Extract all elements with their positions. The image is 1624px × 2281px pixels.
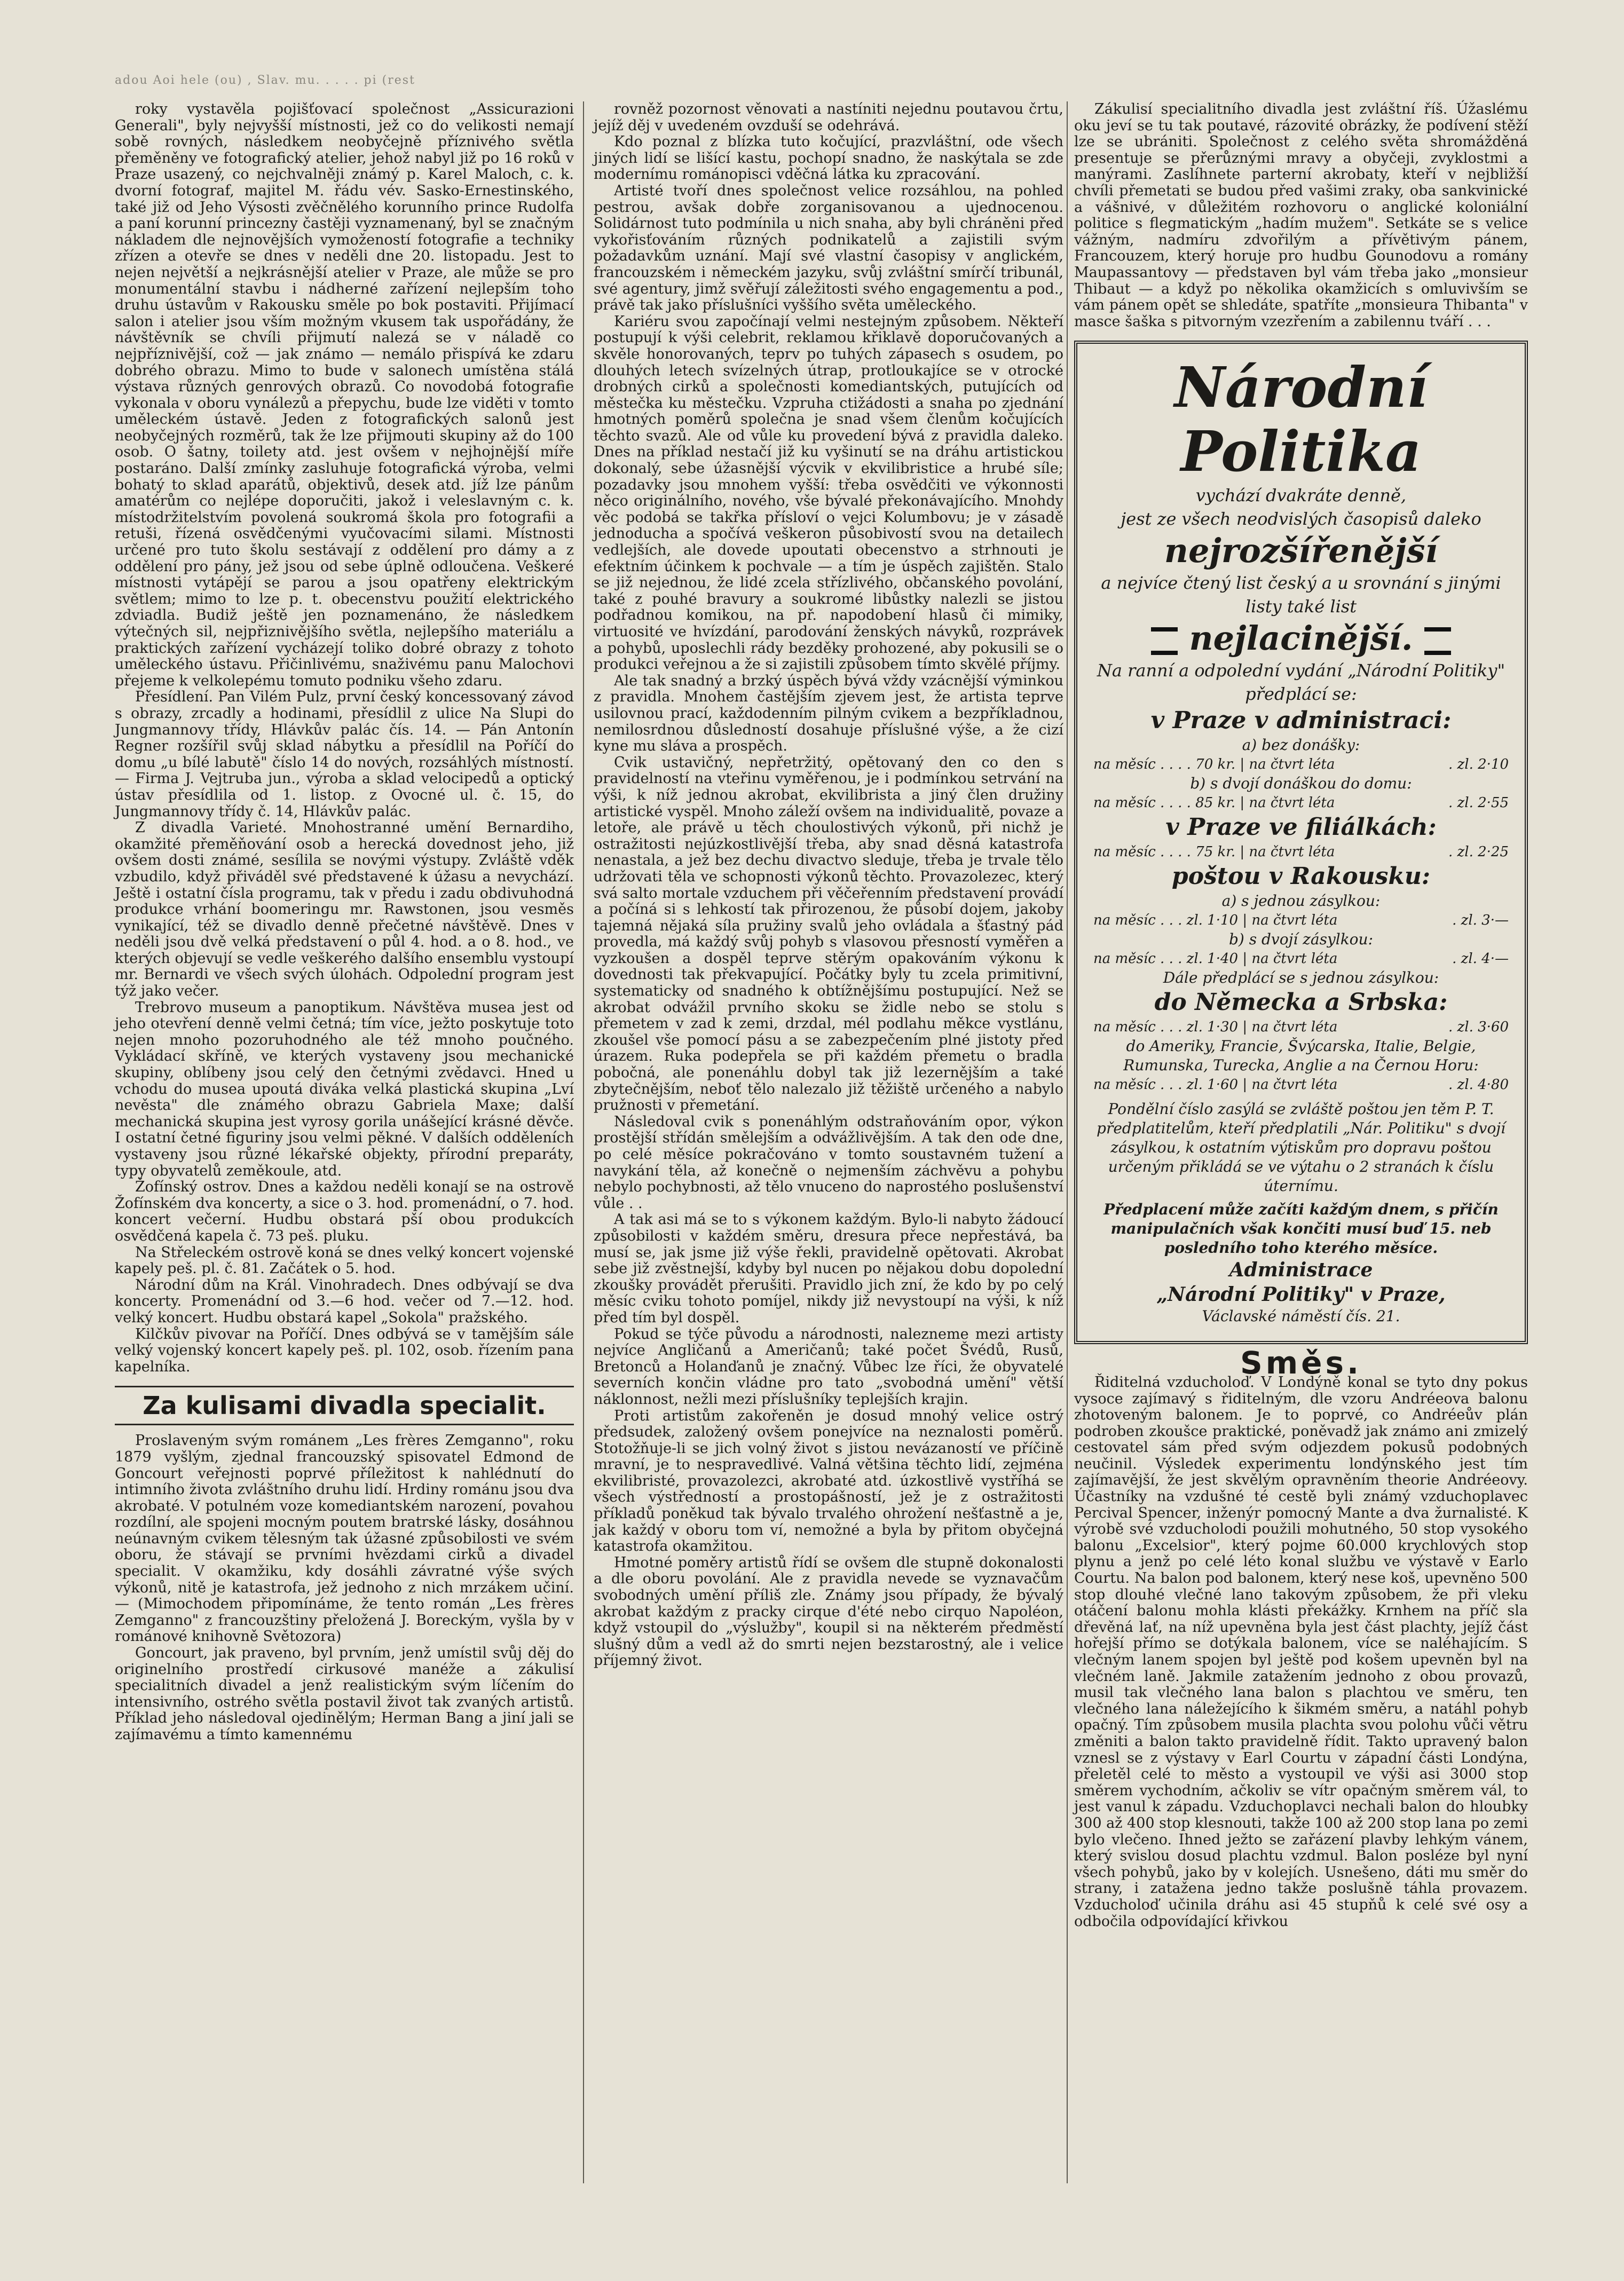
- article-paragraph: Artisté tvoří dnes společnost velice rozsáhlou, na pohled pestrou, avšak dobře zorganisovanou a ujednocenou. Solidárnost tuto podmínila u nich snaha, aby byli chráněni před vykořisťováním různých podnikatelů a zajistili svým požadavkům uznání. Mají své vlastní časopisy v anglickém, francouzském i německém jazyku, svůj zvláštní smírčí tribunál, své agentury, jimž svěřují záležitosti svého engagementu a pod., právě tak jako příslušníci vyššího světa uměleckého.: [594, 182, 1063, 314]
- ad-masthead: Národní Politika: [1174, 354, 1428, 485]
- article-paragraph: Trebrovo museum a panoptikum. Návštěva musea jest od jeho otevření denně velmi četná; tím více, ježto poskytuje toto nejen mnoho pozoruhodného ale též mnoho poučného. Vykládací skříně, ve kterých vystaveny jsou mechanické skupiny, oblíbeny jsou celý den četnými zvědavci. Hned u vchodu do musea upoutá diváka velká plastická skupina „Lví nevěsta" dle známého obrazu Gabriela Maxe; další mechanická skupina jest vyrosy gorila unášející krásné děvče. I ostatní četné figuriny jsou velmi pěkné. V dalších odděleních vystaveny jsou různé lékařské objekty, přírodní preparáty, typy obyvatelů zeměkoule, atd.: [115, 999, 574, 1179]
- ad-line: Na ranní a odpolední vydání „Národní Politiky" předplácí se:: [1097, 660, 1505, 705]
- ad-line: jest ze všech neodvislých časopisů daleko: [1121, 509, 1481, 530]
- price-right: . zl. 2·55: [1448, 795, 1509, 811]
- price-left: na měsíc . . . . 85 kr. | na čtvrt léta: [1093, 795, 1335, 811]
- article-paragraph: Kilčkův pivovar na Poříčí. Dnes odbývá se v tamějším sále velký vojenský koncert kapely peš. pl. 102, osob. řízením pana kapelníka.: [115, 1325, 574, 1375]
- price-right: . zl. 2·25: [1448, 844, 1509, 861]
- ad-line: vychází dvakráte denně,: [1195, 485, 1407, 506]
- ad-headline-text: nejlacinější.: [1189, 619, 1413, 658]
- ad-line: Pondělní číslo zasýlá se zvláště poštou jen těm P. T. předplatitelům, kteří předplatili „Nár. Politiku" s dvojí zásylkou, k ostatním výtiskům pro dopravu poštou určeným přikládá se ve výtahu o 2 stranách k číslu úternímu.: [1097, 1100, 1505, 1195]
- article-paragraph: Cvik ustavičný, nepřetržitý, opětovaný den co den s pravidelností na vteřinu vyměřenou, je i podmínkou setrvání na výši, k níž jednou akrobat, ekvilibrista a jiný člen družiny artistické vyspěl. Mnoho záleží ovšem na individualitě, povaze a letoře, ale právě u těch choulostivých výkonů, při nichž je ostražitosti nejúzkostlivější třeba, aby snad děsná katastrofa nenastala, a jež bez dechu divactvo sleduje, třeba je trvale tělo udržovati těla ve schopnosti výkonů těchto. Provazolezec, který svá salto mortale vzduchem při věčeřenním představení provádí a počíná si s lehkostí tak přirozenou, že působí dojem, jakoby tajemná nějaká síla pružiny svalů jeho ovládala a šťastný pád provedla, má každý svůj pohyb s vlasovou přesností vyměřen a vyzkoušen a dospěl teprve stěrým opakováním výkonu k dovednosti tak překvapující. Počátky byly tu zcela primitivní, systematicky od snadného k obtížnějšímu postupující. Než se akrobat odvážil prvního skoku se židle nebo se stolu s přemetem v zad k zemi, drzdal, mél podlahu měkce vystlánu, zkoušel vše pomocí pásu a se zabezpečením plné jistoty před úrazem. Ruka podepřela se při každém přemetu o bradla pobočná, ale ponenáhlu dobyl tak již lezernějším a také zbytečnějším, neboť tělo nalezalo již těžiště určeného a nabylo pružnosti v přemetání.: [594, 754, 1063, 1114]
- column-divider: [583, 101, 584, 2183]
- price-left: na měsíc . . . . 75 kr. | na čtvrt léta: [1093, 844, 1335, 861]
- price-row: [1093, 755, 1509, 774]
- ad-line: a nejvíce čtený list český a u srovnání s jinými listy také list: [1101, 573, 1501, 617]
- article-paragraph: Goncourt, jak praveno, byl prvním, jenž umístil svůj děj do originelního prostředí cirkusové manéže a zákulisí specialitních divadel a jenž realistickým svým líčením do intensivního, ostrého světla postavil život tak zvaných artistů. Příklad jeho následoval ojedinělým; Herman Bang a jiní jali se zajímavému a tímto kamennému: [115, 1645, 574, 1743]
- page-header-text: adou Aoi hele (ou) , Slav. mu. . . . . pi (rest: [115, 74, 415, 87]
- article-paragraph: Národní dům na Král. Vinohradech. Dnes odbývají se dva koncerty. Promenádní od 3.—6 hod. večer od 7.—12. hod. velký koncert. Hudbu obstará kapel „Sokola" pražského.: [115, 1276, 574, 1326]
- price-row: [1093, 1017, 1509, 1037]
- article-paragraph: rovněž pozornost věnovati a nastíniti nejednu poutavou črtu, jejíž děj v uvedeném ovzduší se odehrává.: [594, 101, 1063, 134]
- ornament-icon: [1424, 627, 1451, 655]
- price-left: na měsíc . . . zl. 1·30 | na čtvrt léta: [1093, 1019, 1338, 1036]
- ornament-icon: [1151, 627, 1178, 655]
- price-left: na měsíc . . . zl. 1·40 | na čtvrt léta: [1093, 951, 1338, 967]
- price-right: . zl. 3·—: [1452, 912, 1509, 929]
- ad-section-heading: do Německa a Srbska:: [1154, 989, 1448, 1016]
- column-middle: [594, 101, 1063, 1669]
- ad-subheading: a) s jednou zásylkou:: [1221, 892, 1381, 910]
- ad-subheading: b) s dvojí zásylkou:: [1228, 930, 1374, 949]
- ad-line: do Ameriky, Francie, Švýcarska, Italie, Belgie, Rumunska, Turecka, Anglie a na Černou Horu:: [1123, 1037, 1479, 1075]
- column-left: [115, 101, 574, 1743]
- price-row: [1093, 793, 1509, 812]
- ad-address: Václavské náměstí čís. 21.: [1202, 1307, 1400, 1325]
- price-right: . zl. 4·80: [1448, 1077, 1509, 1093]
- price-row: [1093, 911, 1509, 930]
- price-row: [1093, 842, 1509, 862]
- column-divider: [1067, 101, 1068, 2183]
- ad-line: Předplacení může začíti každým dnem, s přičín manipulačních však končiti musí buď 15. neb posledního toho kterého měsíce.: [1103, 1201, 1499, 1257]
- article-paragraph: Zákulisí specialitního divadla jest zvláštní říš. Úžaslému oku jeví se tu tak poutavé, rázovité obrázky, že podívení stěží lze se ubrániti. Společnost z celého světa shromážděná presentuje se přerůznými mravy a obyčeji, zvyklostmi a manýrami. Zaslíhnete parterní akrobaty, kteří v nejbližší chvíli přemetati se budou před vašimi zraky, oba sankvinické a vášnivé, v důležitém rozhovoru o anglické koloniální politice s flegmatickým „hadím mužem". Setkáte se s velice vážným, nadmíru zdvořilým a přívětivým pánem, Francouzem, který horuje pro hudbu Gounodovu a romány Maupassantovy — představen byl vám třeba jako „monsieur Thibaut — a když po několika okamžicích s omluvivším se vám pánem opět se shledáte, spatříte „monsieura Thibanta" v masce šaška s pitvorným vzezřením a zabilennu tváří . . .: [1074, 101, 1528, 330]
- ad-section-heading: poštou v Rakousku:: [1171, 863, 1431, 890]
- ad-subheading: b) s dvojí donáškou do domu:: [1190, 775, 1412, 793]
- price-left: na měsíc . . . zl. 1·60 | na čtvrt léta: [1093, 1077, 1338, 1093]
- article-paragraph: Ale tak snadný a brzký úspěch bývá vždy vzácnější výminkou z pravidla. Mnohem častějším zjevem jest, že artista teprve usilovnou prací, každodenním pilným cvikem a bezpříkladnou, nemilosrdnou důsledností dosahuje příslušné výše, a že cizí kyne mu sláva a prospěch.: [594, 672, 1063, 755]
- article-paragraph: Přesídlení. Pan Vilém Pulz, první český koncessovaný závod s obrazy, zrcadly a hodinami, přesídlil z ulice Na Slupi do Jungmannovy třídy, Hlávkův palác čís. 14. — Pán Antonín Regner rozšířil svůj sklad nábytku a přesídlil na Poříčí do domu „u bílé labutě" číslo 14 do nových, rozsáhlých místností. — Firma J. Vejtruba jun., výroba a sklad velocipedů a optický ústav přesídlila od 1. listop. z Ovocné ul. č. 15, do Jungmannovy třídy č. 14, Hlávkův palác.: [115, 689, 574, 820]
- price-row: [1093, 1075, 1509, 1094]
- price-left: na měsíc . . . zl. 1·10 | na čtvrt léta: [1093, 912, 1338, 929]
- article-paragraph: Kdo poznal z blízka tuto kočující, prazvláštní, ode všech jiných lidí se lišící kastu, pochopí snadno, že naskýtala se zde modernímu románopisci vděčná látka ku zpracování.: [594, 133, 1063, 183]
- price-left: na měsíc . . . . 70 kr. | na čtvrt léta: [1093, 756, 1335, 773]
- subscription-advertisement: [1074, 341, 1528, 1344]
- article-paragraph: Hmotné poměry artistů řídí se ovšem dle stupně dokonalosti a dle oboru povolání. Ale z pravidla nevede se vyznavačům svobodných umění příliš zle. Známy jsou případy, že bývalý akrobat každým z pracky cirque d'été nebo cirquo Napoléon, když vstoupil do „výslužby", koupil si na některém předměstí slušný dům a vedl až do smrti nejen bezstarostný, ale i velice příjemný život.: [594, 1554, 1063, 1669]
- ad-headline: [1093, 618, 1509, 659]
- article-paragraph: Kariéru svou započínají velmi nestejným způsobem. Někteří postupují k výši celebrit, reklamou křiklavě doporučovaných a skvěle honorovaných, teprv po tuhých zápasech s osudem, po dlouhých letech svízelných útrap, protloukajíce se v otrocké drobných cirků a společnosti komediantských, putujících od městečka ku městečku. Vzpruha ctižádosti a snaha po zjednání hmotných poměrů společna je snad všem členům kočujících těchto svazů. Ale od vůle ku provedení bývá z pravidla daleko. Dnes na příklad nestačí již ku vyšinutí se na dráhu artistickou dokonalý, sebe úžasnější výcvik v ekvilibristice a hrubé síle; pozadavky jsou mnohem vyšší: třeba osvědčiti ve výkonnosti něco originálního, nového, vše bývalé překonávajícího. Mnohdy věc podobá se takřka přísloví o vejci Kolumbovu; je v zásadě jednoducha a spočívá veškeron působivostí svou na detailech vedlejších, ale dovede upoutati obecenstvo a strhnouti je efektním účinkem k pochvale — a tím je úspěch zajištěn. Stalo se již nejednou, že lidé zcela střízlivého, občanského povolání, také z pouhé bravury a soukromé libůstky nalezli se jistou podřadnou komikou, na př. napodobení hlasů či mimiky, virtuosité ve hvízdání, parodování ženských návyků, rozprávek a pohybů, uposlechli rády bezděky prohozené, aby pokusili se o produkci veřejnou a že si zajistili způsobem tímto skvělé příjmy.: [594, 313, 1063, 673]
- article-paragraph: Proslaveným svým románem „Les frères Zemganno", roku 1879 vyšlým, zjednal francouzský spisovatel Edmond de Goncourt veřejnosti poprvé příležitost k nahlédnutí do intimního života zvláštního druhu lidí. Hrdiny románu jsou dva akrobaté. V potulném voze komediantském narození, povahou rozdílní, ale spojeni mocným poutem bratrské lásky, dosáhnou neúnavným cvikem tělesným tak úžasné způsobilosti ve svém oboru, že stávají se prvními hvězdami cirků a divadel specialit. V okamžiku, kdy dosáhli závratné výše svých výkonů, nitě je katastrofa, jež jednoho z nich mrzákem učiní. — (Mimochodem připomínáme, že tento román „Les frères Zemganno" z francouzštiny přeložená J. Boreckým, vyšla by v románové knihovně Světozora): [115, 1432, 574, 1645]
- price-row: [1093, 949, 1509, 968]
- article-paragraph: Proti artistům zakořeněn je dosud mnohý velice ostrý předsudek, založený ovšem ponejvíce na neznalosti poměrů. Stotožňuje-li se jich volný život s jistou nevázaností ve příčině mravní, je to nespravedlivé. Valná většina těchto lidí, zejména ekvilibristé, provazolezci, akrobaté atd. úzkostlivě vystříhá se všech výstředností a prostopášností, jež je z ostražitosti příkladů poněkud tak bývalo trvalého ohrožení nešťastně a je, jak každý v oboru tom ví, nemožné a byla by přitom obyčejná katastrofa okamžitou.: [594, 1407, 1063, 1555]
- ad-headline: nejrozšířenější: [1164, 531, 1438, 571]
- article-paragraph: A tak asi má se to s výkonem každým. Bylo-li nabyto žádoucí způsobilosti v každém směru, dresura přece nepřestává, ba musí se, jak jsme již výše řekli, pravidelně opětovati. Akrobat sebe již zvěstnejší, kdyby byl nucen po nějakou dobu dopolední zkoušky provádět přerušiti. Pravidlo jich zní, že kdo by po celý měsíc cviku tohoto pomíjel, nikdy již nevystoupí na výši, k níž před tím byl dospěl.: [594, 1211, 1063, 1326]
- price-right: . zl. 2·10: [1448, 756, 1509, 773]
- ad-section-heading: v Praze v administraci:: [1150, 707, 1452, 735]
- article-paragraph: Pokud se týče původu a národnosti, nalezneme mezi artisty nejvíce Angličanů a Američanů; také počet Švédů, Rusů, Bretonců a Holanďanů je značný. Vůbec lze říci, že obyvatelé severních končin vládne pro tato „svobodná umění" větší náklonnost, nežli mezi příslušníky teplejších krajin.: [594, 1325, 1063, 1408]
- price-right: . zl. 3·60: [1448, 1019, 1509, 1036]
- article-paragraph: Žofínský ostrov. Dnes a každou neděli konají se na ostrově Žofínském dva koncerty, a sice o 3. hod. promenádní, o 7. hod. koncert večerní. Hudbu obstará pší obou produkcích osvědčená kapela č. 73 peš. pluku.: [115, 1179, 574, 1244]
- price-right: . zl. 4·—: [1452, 951, 1509, 967]
- ad-signature: Administrace: [1229, 1259, 1373, 1282]
- article-paragraph: Řiditelná vzducholoď. V Londýně konal se tyto dny pokus vysoce zajímavý s řiditelným, dle vzoru Andréeova balonu zhotoveným balonem. Je to poprvé, co Andréeův plán podroben zkoušce praktické, poněvadž jak známo ani zmizelý cestovatel sám před svým odjezdem pokusů podobných neučinil. Výsledek experimentu londýnského jest tím zajímavější, že jest skvělým opravněním theorie Andréeovy. Účastníky na vzdušné té cestě byli známý vzduchoplavec Percival Spencer, inženýr pomocný Mante a dva žurnalisté. K výrobě své vzducholodi použili mohutného, 50 stop vysokého balonu „Excelsior", který pojme 60.000 krychlových stop plynu a jenž po celé léto konal službu ve výstavě v Earlo Courtu. Na balon pod balonem, který nese koš, upevněno 500 stop dlouhé vlečné lano takovým způsobem, že při vleku otáčení balonu mohla klásti překážky. Krnhem na příč sla dřevěná lať, na níž upevněna byla jest část plachty, jejíž část hořejší přímo se dotýkala balonem, více se naléhajícím. S vlečným lanem spojen byl ještě pod košem upevněn byl na vlečném laně. Jakmile zatažením jednoho z obou provazů, musil tak vlečného lana balon s plachtou ve směru, ten vlečného lana náležejícího k šikmém směru, a natáhl pohyb opačný. Tím způsobem musila plachta svou polohu vůči větru změniti a balon takto pravidelně řídit. Takto upravený balon vznesl se z výstavy v Earl Courtu v západní části Londýna, přeletěl celé to město a vystoupil ve výši asi 3000 stop směrem vychodním, ačkoliv se vítr opačným směrem vál, to jest vanul k západu. Vzduchoplavci nechali balon do hloubky 300 až 400 stop klesnouti, takže 100 až 200 stop lana po zemi bylo vlečeno. Ihned ježto se zařázení plavby lehkým vánem, který svislou dosud plachtu vzdmul. Balon posléze byl nyní všech pohybů, jako by v kolejích. Usnešeno, dáti mu směr do strany, i zatažena jedno takže poslušně táhla provazem. Vzducholoď učinila dráhu asi 45 stupňů k celé své osy a odbočila odpovídající křivkou: [1074, 1374, 1528, 1930]
- article-heading: Za kulisami divadla specialit.: [115, 1386, 574, 1425]
- article-paragraph: roky vystavěla pojišťovací společnost „Assicurazioni Generali", byly nejvyšší místnosti, jež co do velikosti nemají sobě rovných, následkem neobyčejně příznivého světla přeměněny ve fotografický atelier, jehož nabyl již po 16 roků v Praze usazený, co nejchvalněji známý p. Karel Maloch, c. k. dvorní fotograf, majitel M. řádu vév. Sasko-Ernestinského, také již od Jeho Výsosti zvěčnělého korunního prince Rudolfa a paní korunní princezny častěji vyznamenaný, byl se značným nákladem dle nejnovějších vymožeností fotografie a techniky zřízen a otevře se dnes v neděli dne 20. listopadu. Jest to nejen největší a nejkrásnější atelier v Praze, ale může se pro monumentální stavbu i nádherné zařízení nejlepším toho druhu ústavům v Rakousku směle po bok postaviti. Přijímací salon i atelier jsou vším možným vkusem tak uspořádány, že návštěvník se chvíli přijmutí nalezá se v náladě co nejpříznivější, což — jak známo — nemálo přispívá ke zdaru dobrého obrazu. Mimo to bude v salonech umístěna stálá výstava různých genrových obrazů. Co novodobá fotografie vykonala v oboru vynálezů a přepychu, bude lze viděti v tomto uměleckém ústavě. Jeden z fotografických salonů jest neobyčejných rozměrů, tak že lze přijmouti skupiny až do 100 osob. O šatny, toilety atd. jest ovšem v nejhojnější míře postaráno. Další zmínky zasluhuje fotografická výroba, velmi bohatý to sklad aparátů, objektivů, desek atd. jíž lze pánům amatérům co nejlépe doporučiti, jakož i veleslavným c. k. místodržitelstvím povolená soukromá škola pro fotografii a retuši, řízená osvědčenými vyučovacími silami. Místnosti určené pro tuto školu sestávají z oddělení pro dámy a z oddělení pro pány, jež jsou od sebe úplně odloučena. Veškeré místnosti vytápějí se parou a jsou opatřeny elektrickým světlem; mimo to lze p. t. obecenstvu použití elektrického zdviadla. Budiž ještě jen poznamenáno, že následkem výtečných sil, nejpřiznivějšího světla, nejlepšího materiálu a praktických zařízení vycházejí toliko dobré obrazy z tohoto uměleckého ústavu. Přičinlivému, snaživému panu Malochovi přejeme k velkolepému tomuto podniku všeho zdaru.: [115, 101, 574, 689]
- ad-line: Dále předplácí se s jednou zásylkou:: [1163, 969, 1439, 987]
- ad-signature: „Národní Politiky" v Praze,: [1156, 1283, 1446, 1306]
- ad-subheading: a) bez donášky:: [1242, 736, 1360, 754]
- article-paragraph: Na Střeleckém ostrově koná se dnes velký koncert vojenské kapely peš. pl. č. 81. Začátek o 5. hod.: [115, 1244, 574, 1277]
- section-heading: Směs.: [1240, 1345, 1362, 1382]
- article-paragraph: Následoval cvik s ponenáhlým odstraňováním opor, výkon prostější střídán smělejším a odvážlivějším. A tak den ode dne, po celé měsíce pokračováno v tomto soustavném tužení a navykání těla, až konečně o nejmenším záchvěvu a pohybu nebylo pochybnosti, až tělo vnuceno do naprostého poslušenství vůle . .: [594, 1113, 1063, 1212]
- column-right: [1074, 101, 1528, 1930]
- ad-section-heading: v Praze ve filiálkách:: [1165, 814, 1437, 841]
- article-paragraph: Z divadla Varieté. Mnohostranné umění Bernardiho, okamžité přeměňování osob a herecká dovednost jeho, již ovšem dosti známé, sesílila se novými výstupy. Zvláště vděk vzbudilo, když přiváděl své představené k úžasu a nevychází. Ještě i ostatní čísla programu, tak v předu i zadu obdivuhodná produkce vrhání boomeringu mr. Rawstonen, jsou vesměs vynikající, též se divadlo denně přečetné návštěvě. Dnes v neděli jsou dvě velká představení o půl 4. hod. a o 8. hod., ve kterých objevují se vedle veškerého dalšího ensemblu vystoupí mr. Bernardi ve všech svých úlohách. Odpolední program jest týž jako večer.: [115, 819, 574, 1000]
